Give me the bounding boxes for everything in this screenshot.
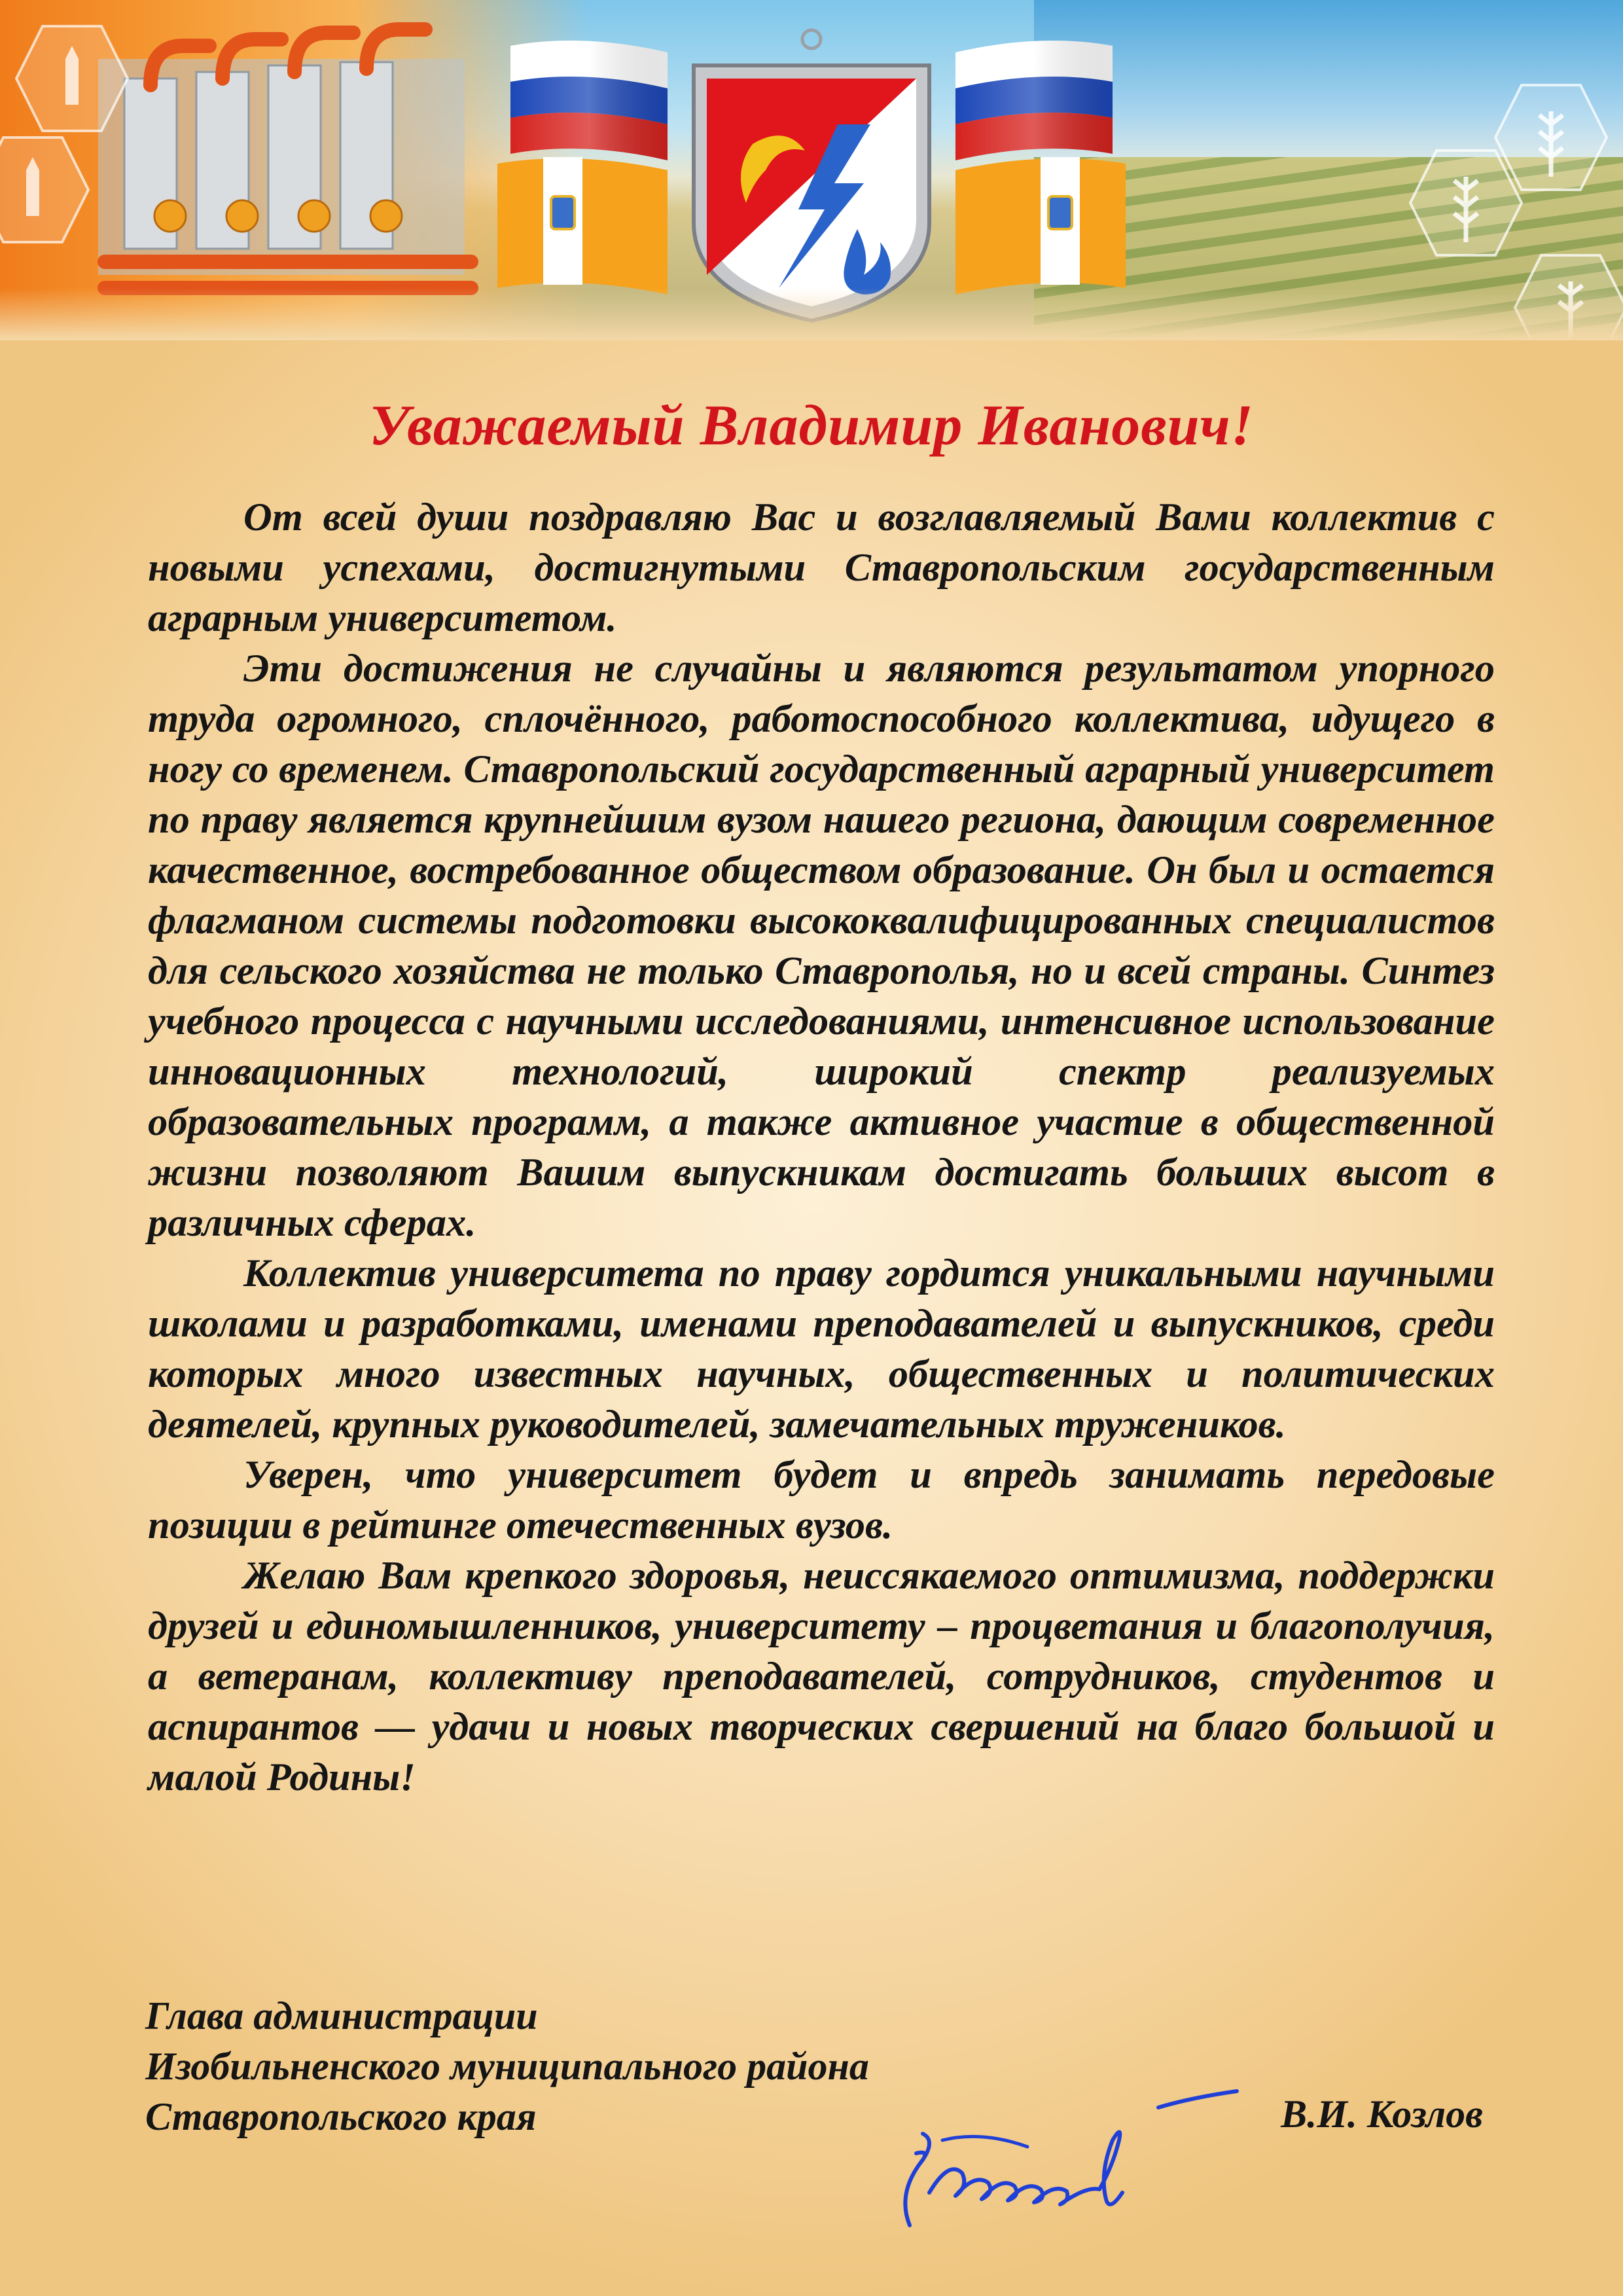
stavropol-flag-icon [497,157,668,295]
russian-flag-icon [510,41,668,160]
letter-paragraph: Уверен, что университет будет и впредь занимать передовые позиции в рейтинге отечественных вузов. [148,1453,1495,1547]
russian-flag-icon [955,41,1113,160]
letter-paragraph: От всей души поздравляю Вас и возглавляемый Вами коллектив с новыми успехами, достигнутыми Ставропольским государственным аграрным университетом. [148,495,1495,640]
signer-name: В.И. Козлов [1281,2092,1483,2136]
coat-of-arms-icon [694,30,929,321]
handwritten-signature [883,2062,1250,2245]
letter-paragraph: Эти достижения не случайны и являются результатом упорного труда огромного, сплочённого, работоспособного коллектива, идущего в ногу со временем. Ставропольский государственный аграрный университет по праву является крупнейшим вузом нашего региона, дающим современное качественное, востребованное обществом образование. Он был и остается флагманом системы подготовки высококвалифицированных специалистов для сельского хозяйства не только Ставрополья, но и всей страны. Синтез учебного процесса с научными исследованиями, интенсивное использование инновационных технологий, широкий спектр реализуемых образовательных программ, а также активное участие в общественной жизни позволяют Вашим выпускникам достигать больших высот в различных сферах. [148,647,1495,1245]
signer-title-line: Ставропольского края [145,2095,537,2138]
header-banner [0,0,1623,340]
stavropol-flag-icon [955,157,1126,295]
signer-title-line: Глава администрации [145,1994,538,2037]
letter-paragraph: Желаю Вам крепкого здоровья, неиссякаемого оптимизма, поддержки друзей и единомышленников, университету – процветания и благополучия, а ветеранам, коллективу преподавателей, сотрудников, студентов и аспирантов — удачи и новых творческих свершений на благо большой и малой Родины! [148,1554,1495,1799]
salutation-heading: Уважаемый Владимир Иванович! [369,394,1254,457]
signer-title-line: Изобильненского муниципального района [145,2045,869,2088]
banner-fade [0,288,1623,340]
letter-paragraph: Коллектив университета по праву гордится уникальными научными школами и разработками, именами преподавателей и выпускников, среди которых много известных научных, общественных и политических деятелей, крупных руководителей, замечательных тружеников. [148,1251,1495,1446]
wheat-icon [1407,144,1525,262]
gas-tower-icon [13,20,131,137]
flags-and-coat-of-arms [471,26,1152,327]
signer-title [145,1991,869,2142]
letter-body [148,492,1495,1803]
gas-tower-icon [0,131,92,249]
